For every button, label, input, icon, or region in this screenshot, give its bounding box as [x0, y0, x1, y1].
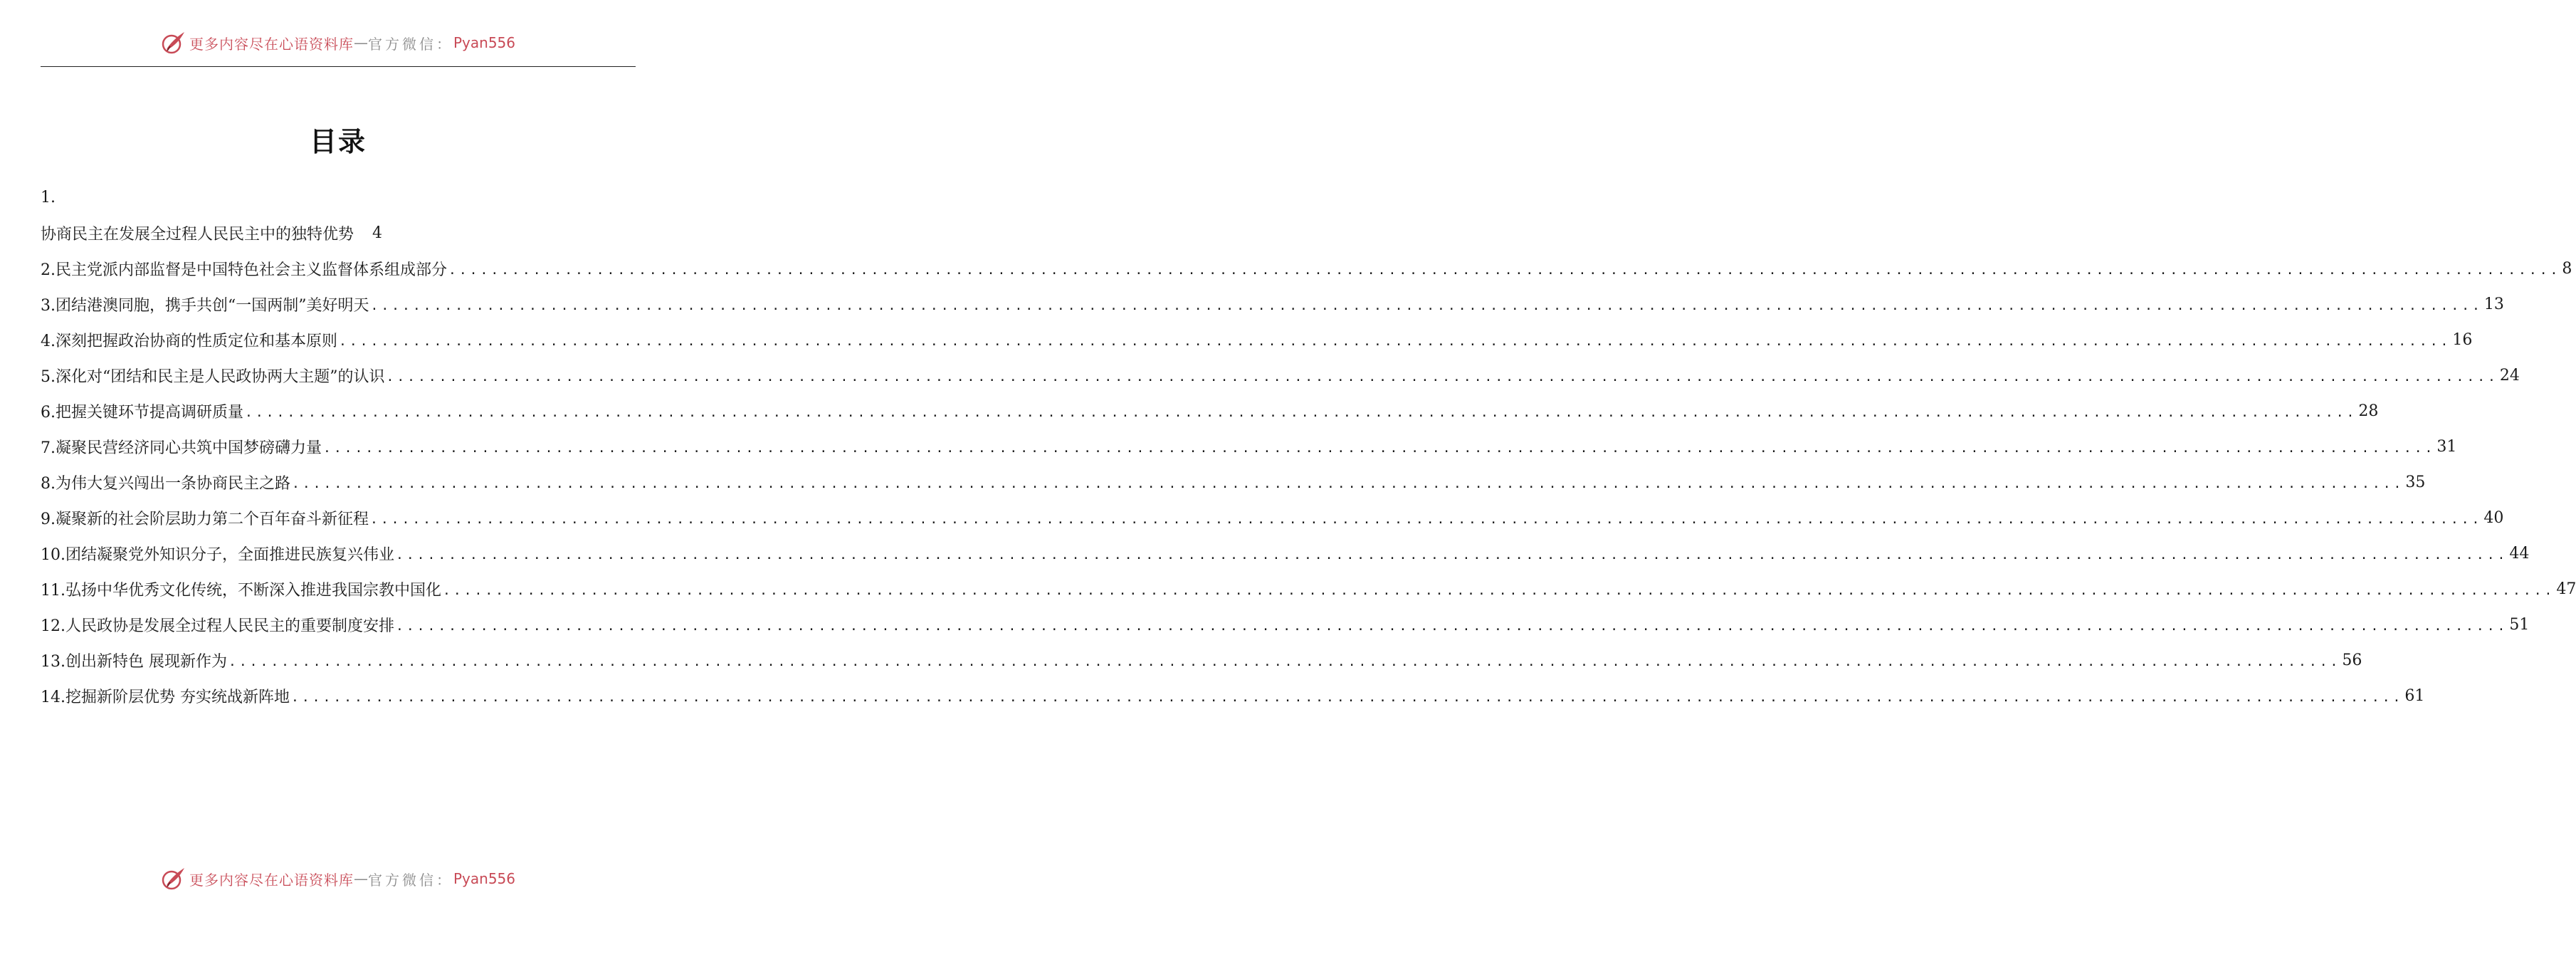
toc-entry-title: 14.挖掘新阶层优势 夯实统战新阵地	[41, 688, 290, 706]
quill-logo-icon	[161, 30, 186, 56]
toc-dot-leader	[228, 650, 2340, 670]
toc-entry-page: 51	[2509, 615, 2530, 634]
banner-dash: —	[353, 34, 368, 51]
toc-entry-title: 4.深刻把握政治协商的性质定位和基本原则	[41, 332, 337, 350]
toc-entry-1-page: 4	[372, 224, 383, 242]
page-title: 目录	[309, 125, 367, 157]
banner-dash: —	[353, 870, 368, 887]
toc-entry-title: 5.深化对“团结和民主是人民政协两大主题”的认识	[41, 367, 385, 386]
toc-entry[interactable]	[41, 215, 636, 251]
toc-entry-page: 47	[2556, 580, 2576, 598]
toc-entry-title: 3.团结港澳同胞，携手共创“一国两制”美好明天	[41, 296, 369, 315]
wechat-id: Pyan556	[453, 34, 515, 51]
footer-banner	[0, 864, 676, 893]
header-banner	[0, 28, 676, 57]
toc-entry[interactable]	[41, 357, 2520, 393]
toc-entry-title: 13.创出新特色 展现新作为	[41, 652, 227, 671]
toc-dot-leader	[396, 543, 2508, 563]
header-divider	[41, 66, 636, 67]
toc-entry[interactable]	[41, 678, 2425, 713]
toc-entry-title: 10.团结凝聚党外知识分子，全面推进民族复兴伟业	[41, 545, 394, 564]
toc-entry[interactable]	[41, 286, 2504, 322]
toc-entry-title: 7.凝聚民营经济同心共筑中国梦磅礴力量	[41, 439, 322, 457]
toc-entry[interactable]	[41, 251, 2572, 286]
toc-entry[interactable]	[41, 607, 2530, 642]
official-wechat-label: 官方微信：	[367, 871, 453, 889]
toc-dot-leader	[292, 472, 2404, 492]
toc-entry-page: 31	[2436, 437, 2457, 456]
toc-dot-leader	[291, 686, 2403, 706]
toc-entry-page: 44	[2509, 544, 2530, 563]
brand-name: 更多内容尽在心语资料库	[189, 871, 354, 889]
toc-entry-1-title: 协商民主在发展全过程人民民主中的独特优势	[41, 225, 354, 244]
quill-logo-icon	[161, 866, 186, 891]
toc-entry-page: 24	[2499, 366, 2520, 385]
toc-entry[interactable]	[41, 642, 2362, 678]
toc-entry-page: 61	[2404, 686, 2425, 705]
toc-entry[interactable]	[41, 322, 2473, 357]
toc-dot-leader	[370, 508, 2482, 528]
toc-dot-leader	[448, 258, 2560, 278]
toc-list	[41, 251, 2576, 713]
toc-dot-leader	[396, 615, 2508, 634]
toc-entry-title: 9.凝聚新的社会阶层助力第二个百年奋斗新征程	[41, 510, 369, 528]
toc-entry-page: 8	[2562, 259, 2572, 278]
toc-entry[interactable]	[41, 571, 2576, 607]
official-wechat-label: 官方微信：	[367, 35, 453, 53]
toc-entry[interactable]	[41, 464, 2426, 500]
brand-name: 更多内容尽在心语资料库	[189, 35, 354, 53]
toc-dot-leader	[339, 330, 2451, 350]
toc-entry-title: 8.为伟大复兴闯出一条协商民主之路	[41, 474, 290, 493]
toc-entry-page: 56	[2342, 651, 2362, 669]
toc-entry[interactable]	[41, 393, 2379, 429]
toc-dot-leader	[387, 365, 2498, 385]
toc-entry-page: 35	[2405, 473, 2426, 491]
toc-entry[interactable]	[41, 429, 2457, 464]
toc-entry-page: 13	[2483, 295, 2504, 313]
table-of-contents	[41, 179, 2576, 713]
toc-entry-title: 6.把握关键环节提高调研质量	[41, 403, 243, 422]
toc-entry-page: 40	[2483, 508, 2504, 527]
toc-entry-page: 16	[2452, 330, 2473, 349]
toc-entry-page: 28	[2358, 402, 2379, 420]
toc-entry-title: 12.人民政协是发展全过程人民民主的重要制度安排	[41, 617, 394, 635]
toc-dot-leader	[443, 579, 2555, 599]
toc-entry-1-number: 1.	[41, 188, 56, 206]
toc-dot-leader	[323, 436, 2435, 456]
toc-entry-title: 2.民主党派内部监督是中国特色社会主义监督体系组成部分	[41, 261, 447, 279]
toc-entry[interactable]	[41, 535, 2530, 571]
toc-dot-leader	[245, 401, 2357, 421]
toc-entry-title: 11.弘扬中华优秀文化传统，不断深入推进我国宗教中国化	[41, 581, 441, 600]
toc-dot-leader	[371, 294, 2483, 314]
toc-entry[interactable]	[41, 500, 2504, 535]
toc-entry-number	[41, 179, 636, 215]
wechat-id: Pyan556	[453, 870, 515, 887]
